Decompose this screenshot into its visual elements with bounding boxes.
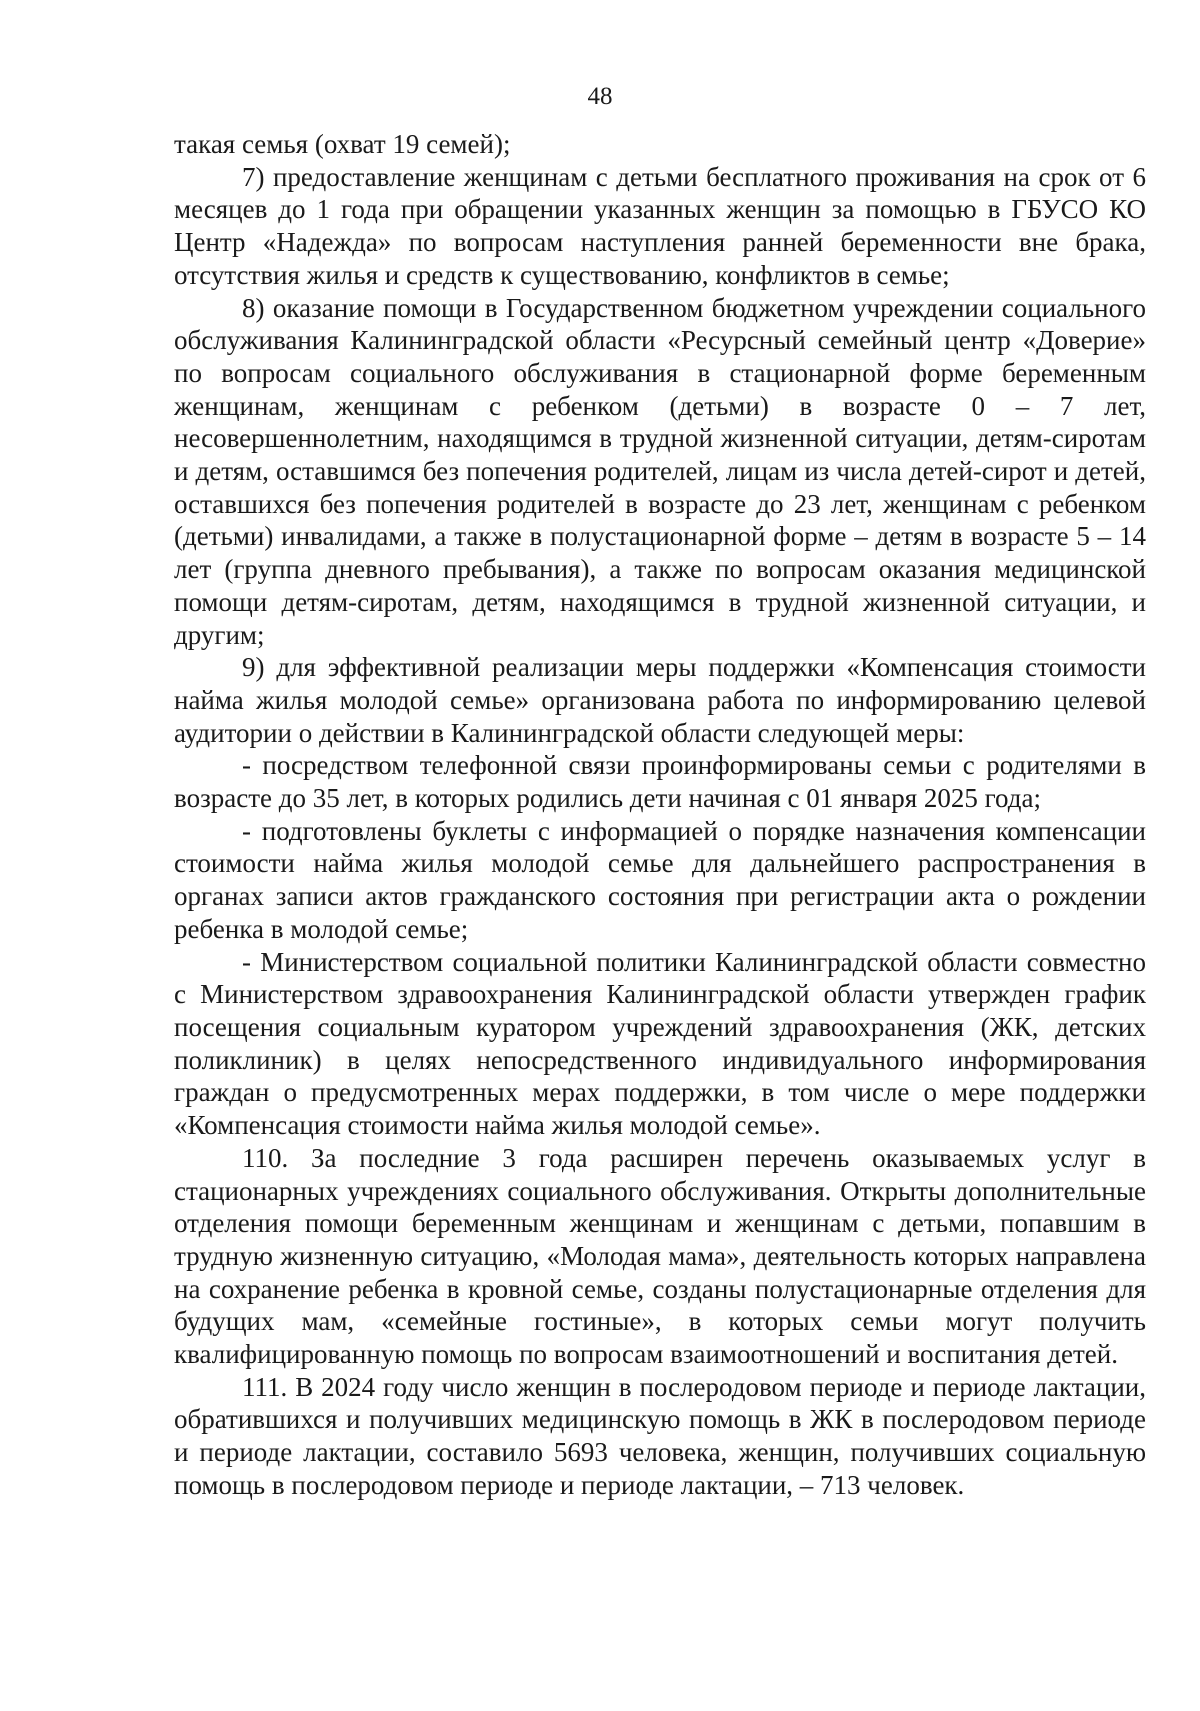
- document-body: [174, 128, 1146, 1502]
- paragraph-110: 110. За последние 3 года расширен перечень оказываемых услуг в стационарных учреждениях социального обслуживания. Открыты дополнительные отделения помощи беременным женщинам и женщинам с детьми, попавшим в трудную жизненную ситуацию, «Молодая мама», деятельность которых направлена на сохранение ребенка в кровной семье, созданы полустационарные отделения для будущих мам, «семейные гостиные», в которых семьи могут получить квалифицированную помощь по вопросам взаимоотношений и воспитания детей.: [174, 1142, 1146, 1370]
- page-number: 48: [587, 83, 613, 110]
- paragraph-continuation: такая семья (охват 19 семей);: [174, 129, 511, 159]
- paragraph-item-8: 8) оказание помощи в Государственном бюджетном учреждении социального обслуживания Калининградской области «Ресурсный семейный центр «Доверие» по вопросам социального обслуживания в стационарной форме беременным женщинам, женщинам с ребенком (детьми) в возрасте 0 – 7 лет, несовершеннолетним, находящимся в трудной жизненной ситуации, детям-сиротам и детям, оставшимся без попечения родителей, лицам из числа детей-сирот и детей, оставшихся без попечения родителей в возрасте до 23 лет, женщинам с ребенком (детьми) инвалидами, а также в полустационарной форме – детям в возрасте 5 – 14 лет (группа дневного пребывания), а также по вопросам оказания медицинской помощи детям-сиротам, детям, находящимся в трудной жизненной ситуации, и другим;: [174, 292, 1146, 650]
- paragraph-bullet-ministry: - Министерством социальной политики Калининградской области совместно с Министерством здравоохранения Калининградской области утвержден график посещения социальным куратором учреждений здравоохранения (ЖК, детских поликлиник) в целях непосредственного индивидуального информирования граждан о предусмотренных мерах поддержки, в том числе о мере поддержки «Компенсация стоимости найма жилья молодой семье».: [174, 946, 1146, 1141]
- paragraph-bullet-phone: - посредством телефонной связи проинформированы семьи с родителями в возрасте до 35 лет, в которых родились дети начиная с 01 января 2025 года;: [174, 750, 1146, 814]
- paragraph-111: 111. В 2024 году число женщин в послеродовом периоде и периоде лактации, обратившихся и получивших медицинскую помощь в ЖК в послеродовом периоде и периоде лактации, составило 5693 человека, женщин, получивших социальную помощь в послеродовом периоде и периоде лактации, – 713 человек.: [174, 1371, 1146, 1500]
- paragraph-item-9: 9) для эффективной реализации меры поддержки «Компенсация стоимости найма жилья молодой семье» организована работа по информированию целевой аудитории о действии в Калининградской области следующей меры:: [174, 652, 1146, 748]
- paragraph-bullet-booklets: - подготовлены буклеты с информацией о порядке назначения компенсации стоимости найма жилья молодой семье для дальнейшего распространения в органах записи актов гражданского состояния при регистрации акта о рождении ребенка в молодой семье;: [174, 815, 1146, 944]
- paragraph-item-7: 7) предоставление женщинам с детьми бесплатного проживания на срок от 6 месяцев до 1 года при обращении указанных женщин за помощью в ГБУСО КО Центр «Надежда» по вопросам наступления ранней беременности вне брака, отсутствия жилья и средств к существованию, конфликтов в семье;: [174, 161, 1146, 290]
